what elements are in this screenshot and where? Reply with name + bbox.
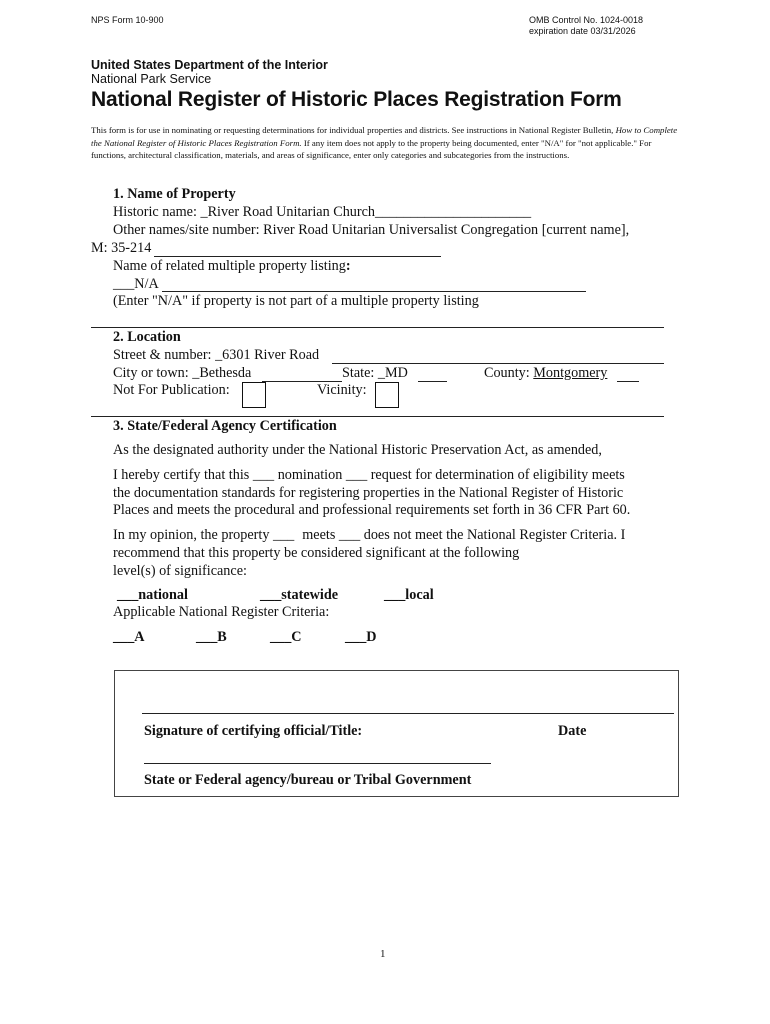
expiration-date: expiration date 03/31/2026 <box>529 26 636 36</box>
intro-italic-title: How to Complete the National Register of Historic Places Registration Form. <box>91 125 678 148</box>
criteria-label: Applicable National Register Criteria: <box>113 604 330 620</box>
state-value[interactable]: _MD <box>377 365 408 381</box>
other-names-label: Other names/site number: <box>113 222 264 238</box>
section-1-heading: 1. Name of Property <box>113 186 236 202</box>
related-listing-label: Name of related multiple property listing <box>113 258 346 274</box>
street-value[interactable]: _6301 River Road <box>215 347 320 363</box>
historic-name-value[interactable]: _River Road Unitarian Church______________________ <box>200 204 532 220</box>
intro-part1: This form is for use in nominating or requesting determinations for individual properties and districts. See instructions in National Register Bulletin, <box>91 125 614 135</box>
statewide-label: statewide <box>281 587 339 603</box>
national-label: national <box>138 587 188 603</box>
related-listing-underline <box>162 291 586 292</box>
page-number: 1 <box>380 948 386 960</box>
intro-instructions <box>91 124 686 162</box>
city-label: City or town: <box>113 365 193 381</box>
certify-nomination: nomination <box>274 467 346 483</box>
criteria-d-blank: ___ <box>345 629 367 645</box>
site-number-underline <box>154 256 441 257</box>
section-divider-1 <box>91 327 664 328</box>
criteria-a-label: A <box>134 629 145 645</box>
criteria-b-blank: ___ <box>196 629 218 645</box>
criteria-b[interactable] <box>196 629 227 646</box>
city-row <box>113 365 251 382</box>
related-listing-colon: : <box>345 258 351 274</box>
street-label: Street & number: <box>113 347 216 363</box>
level-national[interactable] <box>117 587 188 604</box>
state-row <box>342 365 408 382</box>
intro-part2: If any item does not apply to the property being documented, enter "N/A" for "not applicable." For functions, architectural classification, materials, and areas of significance, enter only categories and subcategories from the instructions. <box>91 137 652 160</box>
state-underline <box>418 381 447 382</box>
section-3-heading: 3. State/Federal Agency Certification <box>113 418 337 434</box>
criteria-a-blank: ___ <box>113 629 135 645</box>
signature-date-label: Date <box>558 723 587 739</box>
site-number-value[interactable]: M: 35-214 <box>91 240 152 256</box>
county-row <box>484 365 607 382</box>
opinion-line-1 <box>113 527 625 544</box>
not-for-publication-checkbox[interactable] <box>242 382 266 408</box>
historic-name-label: Historic name: <box>113 204 201 220</box>
local-label: local <box>405 587 434 603</box>
state-label: State: <box>342 365 378 381</box>
other-names-row <box>113 222 629 239</box>
opinion-line-3: level(s) of significance: <box>113 563 247 579</box>
nomination-blank[interactable]: ___ <box>252 467 275 483</box>
street-underline <box>332 363 664 364</box>
county-value[interactable]: Montgomery <box>533 365 608 381</box>
criteria-a[interactable] <box>113 629 145 646</box>
opinion-text-b: does not meet the National Register Criteria. I <box>360 527 626 543</box>
street-row <box>113 347 319 364</box>
criteria-d-label: D <box>366 629 377 645</box>
certify-line-1 <box>113 467 625 484</box>
signature-official-label: Signature of certifying official/Title: <box>144 723 363 739</box>
does-not-meet-blank[interactable]: ___ <box>338 527 361 543</box>
section-2-heading: 2. Location <box>113 329 181 345</box>
department-name: United States Department of the Interior <box>91 58 328 72</box>
criteria-b-label: B <box>217 629 227 645</box>
city-value[interactable]: _Bethesda <box>192 365 252 381</box>
agency-bureau-label: State or Federal agency/bureau or Tribal Government <box>144 772 472 788</box>
county-underline <box>617 381 639 382</box>
opinion-line-2: recommend that this property be considered significant at the following <box>113 545 520 561</box>
vicinity-label: Vicinity: <box>317 382 367 398</box>
omb-control-number: OMB Control No. 1024-0018 <box>529 15 644 25</box>
level-local[interactable] <box>384 587 434 604</box>
certify-line-3: Places and meets the procedural and professional requirements set forth in 36 CFR Part 60. <box>113 502 631 518</box>
local-blank: ___ <box>384 587 406 603</box>
section-divider-2 <box>91 416 664 417</box>
criteria-c-label: C <box>291 629 302 645</box>
related-listing-row <box>113 258 351 275</box>
certify-text-a: I hereby certify that this <box>113 467 253 483</box>
criteria-d[interactable] <box>345 629 377 646</box>
authority-text: As the designated authority under the National Historic Preservation Act, as amended, <box>113 442 602 458</box>
criteria-c-blank: ___ <box>270 629 292 645</box>
form-number: NPS Form 10-900 <box>91 15 164 25</box>
signature-line[interactable] <box>142 713 674 714</box>
statewide-blank: ___ <box>260 587 282 603</box>
county-label: County: <box>484 365 534 381</box>
level-statewide[interactable] <box>260 587 338 604</box>
criteria-c[interactable] <box>270 629 302 646</box>
historic-name-row <box>113 204 531 221</box>
certify-text-b: request for determination of eligibility meets <box>367 467 625 483</box>
other-names-value[interactable]: River Road Unitarian Universalist Congregation [current name], <box>263 222 630 238</box>
agency-name: National Park Service <box>91 72 212 86</box>
request-blank[interactable]: ___ <box>345 467 368 483</box>
related-listing-value[interactable]: ___N/A <box>113 276 159 292</box>
page-title: National Register of Historic Places Registration Form <box>91 88 622 111</box>
certify-line-2: the documentation standards for registering properties in the National Register of Historic <box>113 485 624 501</box>
opinion-meets: meets <box>302 527 339 543</box>
meets-blank[interactable]: ___ <box>272 527 295 543</box>
national-blank: ___ <box>117 587 139 603</box>
vicinity-checkbox[interactable] <box>375 382 399 408</box>
related-listing-note: (Enter "N/A" if property is not part of a multiple property listing <box>113 293 479 309</box>
not-for-publication-label: Not For Publication: <box>113 382 230 398</box>
agency-line[interactable] <box>144 763 491 764</box>
opinion-text-a: In my opinion, the property <box>113 527 273 543</box>
